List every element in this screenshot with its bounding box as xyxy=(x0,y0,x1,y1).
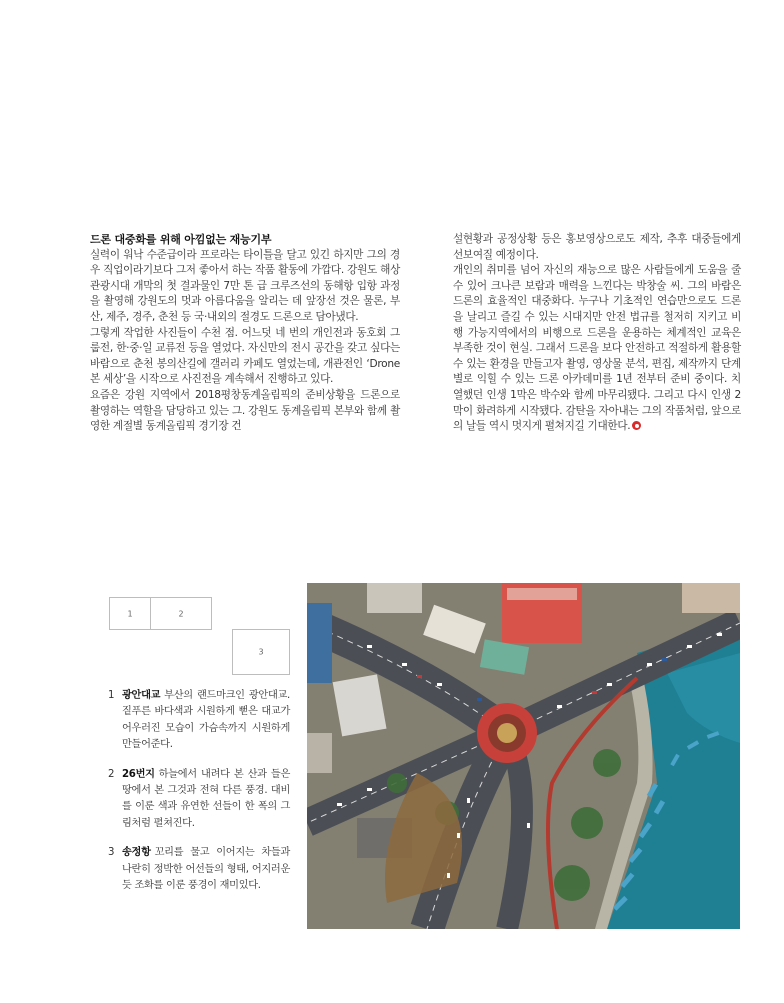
article-right-column xyxy=(453,232,741,435)
photo-index-box-2 xyxy=(150,597,212,630)
box-label: 3 xyxy=(258,647,264,657)
photo-index-box-3 xyxy=(232,629,290,675)
caption-body xyxy=(122,767,290,833)
caption-number: 1 xyxy=(108,690,115,701)
caption-body xyxy=(122,845,290,894)
caption-number: 2 xyxy=(108,768,115,780)
caption-number: 3 xyxy=(108,847,115,859)
caption-body xyxy=(122,688,290,754)
photo-index-box-1 xyxy=(109,597,151,630)
caption-text: 하늘에서 내려다 본 산과 들은 땅에서 본 그것과 전혀 다른 풍경. 대비를 이룬 색과 유연한 선들이 한 폭의 그림처럼 펼쳐진다. xyxy=(122,768,290,829)
box-label: 2 xyxy=(178,609,184,618)
photo-captions xyxy=(108,688,290,907)
caption-title: 26번지 xyxy=(122,768,155,780)
aerial-roundabout-photo xyxy=(307,583,740,929)
paragraph-text: 개인의 취미를 넘어 자신의 재능으로 많은 사람들에게 도움을 줄 수 있어 크나큰 보람과 매력을 느낀다는 박창술 씨. 그의 바람은 드론의 효율적인 대중화다. 누구나 기초적인 연습만으로도 드론을 날리고 즐길 수 있는 시대지만 안전 법규를 철저히 지키고 비행 가능지역에서의 비행으로 드론을 운용하는 체계적인 교육은 부족한 것이 현실. 그래서 드론을 보다 안전하고 적절하게 활용할 수 있는 환경을 만들고자 촬영, 영상물 분석, 편집, 제작까지 단계별로 익힐 수 있는 드론 아카데미를 1년 전부터 준비 중이다. 치열했던 인생 1막은 박수와 함께 마무리됐다. 그리고 다시 인생 2막이 화려하게 시작됐다. 감탄을 자아내는 그의 작품처럼, 앞으로의 날들 역시 멋지게 펼쳐지길 기대한다. xyxy=(453,264,741,433)
end-mark-icon xyxy=(632,421,641,430)
paragraph: 그렇게 작업한 사진들이 수천 점. 어느덧 네 번의 개인전과 동호회 그룹전, 한·중·일 교류전 등을 열었다. 자신만의 전시 공간을 갖고 싶다는 바람으로 춘천 봉의산길에 갤러리 카페도 열었는데, 개관전인 ‘Drone 본 세상’을 시작으로 사진전을 계속해서 진행하고 있다. xyxy=(90,326,400,386)
paragraph: 설현황과 공정상황 등은 홍보영상으로도 제작, 추후 대중들에게 선보여질 예정이다. xyxy=(453,233,741,261)
caption-title: 광안대교 xyxy=(122,690,161,701)
caption-item xyxy=(108,845,290,894)
paragraph: 요즘은 강원 지역에서 2018평창동계올림픽의 준비상황을 드론으로 촬영하는 역할을 담당하고 있는 그. 강원도 동계올림픽 본부와 함께 촬영한 계절별 동계올림픽 경기장 건 xyxy=(90,388,400,433)
section-title: 드론 대중화를 위해 아낌없는 재능기부 xyxy=(90,233,272,246)
caption-title: 송정항 xyxy=(122,847,151,859)
paragraph-final xyxy=(453,263,741,435)
caption-text: 부산의 랜드마크인 광안대교. 짙푸른 바다색과 시원하게 뻗은 대교가 어우러진 모습이 가슴속까지 시원하게 만들어준다. xyxy=(122,690,290,751)
caption-item xyxy=(108,688,290,754)
caption-text: 꼬리를 물고 이어지는 차들과 나란히 정박한 어선들의 형태, 어지러운 듯 조화를 이룬 풍경이 재미있다. xyxy=(122,847,290,892)
article-left-column xyxy=(90,232,400,435)
caption-item xyxy=(108,767,290,833)
paragraph: 실력이 워낙 수준급이라 프로라는 타이틀을 달고 있긴 하지만 그의 경우 직업이라기보다 그저 좋아서 하는 작품 활동에 가깝다. 강원도 해상관광시대 개막의 첫 결과물인 7만 톤 급 크루즈선의 동해항 입항 과정을 촬영해 강원도의 멋과 아름다움을 알리는 데 앞장선 것은 물론, 부산, 제주, 경주, 춘천 등 국·내외의 절경도 드론으로 담아냈다. xyxy=(90,248,400,323)
box-label: 1 xyxy=(127,609,133,618)
aerial-photo-illustration xyxy=(307,583,740,929)
